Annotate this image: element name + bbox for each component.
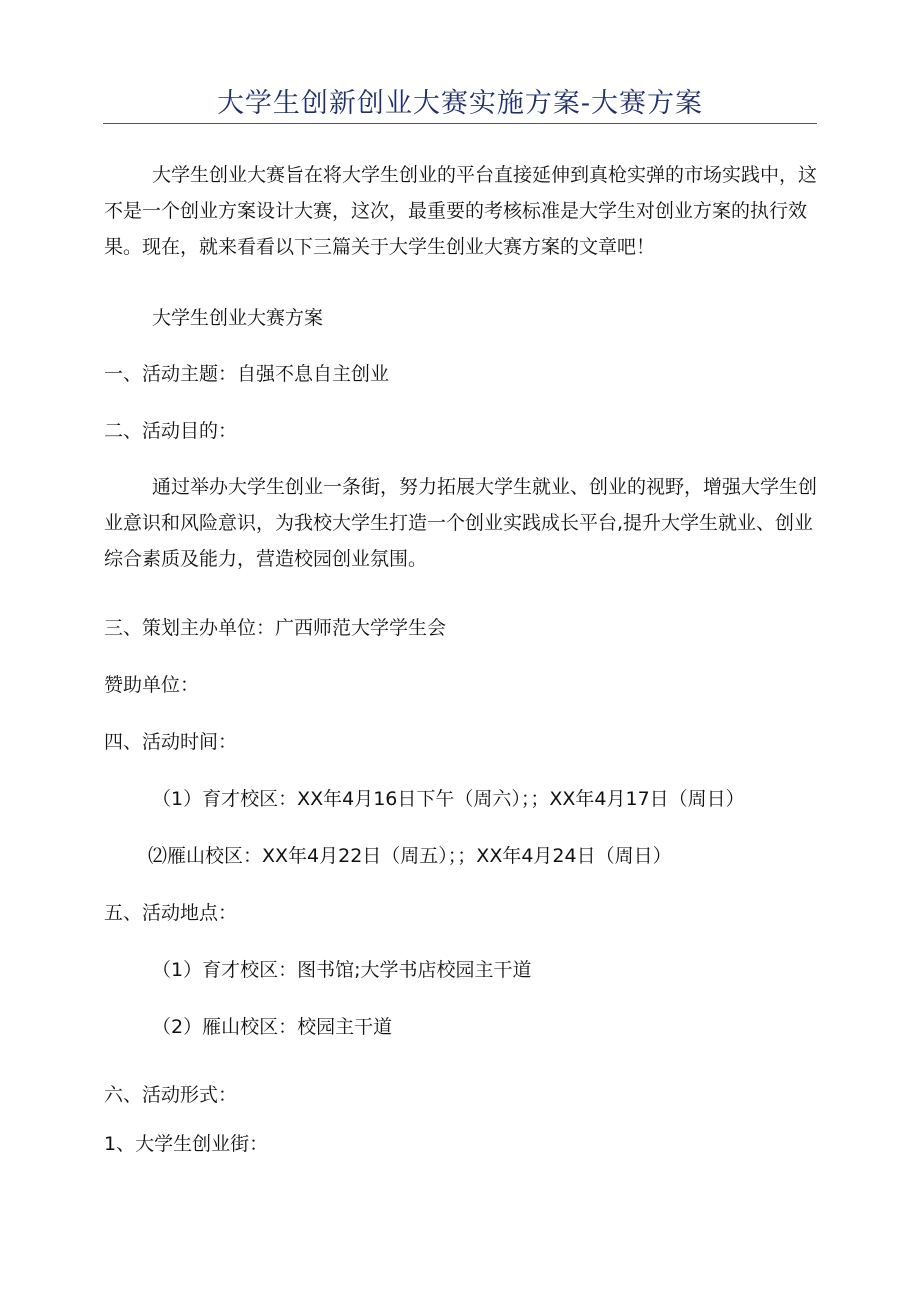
section-time-heading: 四、活动时间： — [104, 731, 238, 753]
format-item-startup-street: 1、大学生创业街： — [104, 1133, 269, 1155]
section-format-heading: 六、活动形式： — [104, 1084, 238, 1106]
sponsor-line: 赞助单位： — [104, 674, 200, 696]
section-purpose-heading: 二、活动目的： — [104, 420, 238, 442]
document-title: 大学生创新创业大赛实施方案-大赛方案 — [216, 88, 704, 119]
intro-paragraph: 大学生创业大赛旨在将大学生创业的平台直接延伸到真枪实弹的市场实践中，这不是一个创业方案设计大赛，这次，最重要的考核标准是大学生对创业方案的执行效果。现在，就来看看以下三篇关于大学生创业大赛方案的文章吧！ — [104, 164, 818, 258]
title-divider — [103, 123, 817, 124]
section-organizer: 三、策划主办单位：广西师范大学学生会 — [104, 617, 447, 639]
section-purpose-body: 通过举办大学生创业一条街，努力拓展大学生就业、创业的视野，增强大学生创业意识和风险意识，为我校大学生打造一个创业实践成长平台,提升大学生就业、创业综合素质及能力，营造校园创业氛围。 — [104, 476, 818, 570]
section-theme: 一、活动主题：自强不息自主创业 — [104, 363, 390, 385]
location-item-yucai: （1）育才校区：图书馆;大学书店校园主干道 — [152, 959, 532, 981]
time-item-yanshan: ⑵雁山校区：XX年4月22日（周五）；；XX年4月24日（周日） — [148, 845, 672, 867]
time-item-yucai: （1）育才校区：XX年4月16日下午（周六）；；XX年4月17日（周日） — [152, 788, 745, 810]
section-location-heading: 五、活动地点： — [104, 902, 238, 924]
location-item-yanshan: （2）雁山校区：校园主干道 — [152, 1016, 393, 1038]
plan-subtitle: 大学生创业大赛方案 — [152, 307, 324, 329]
